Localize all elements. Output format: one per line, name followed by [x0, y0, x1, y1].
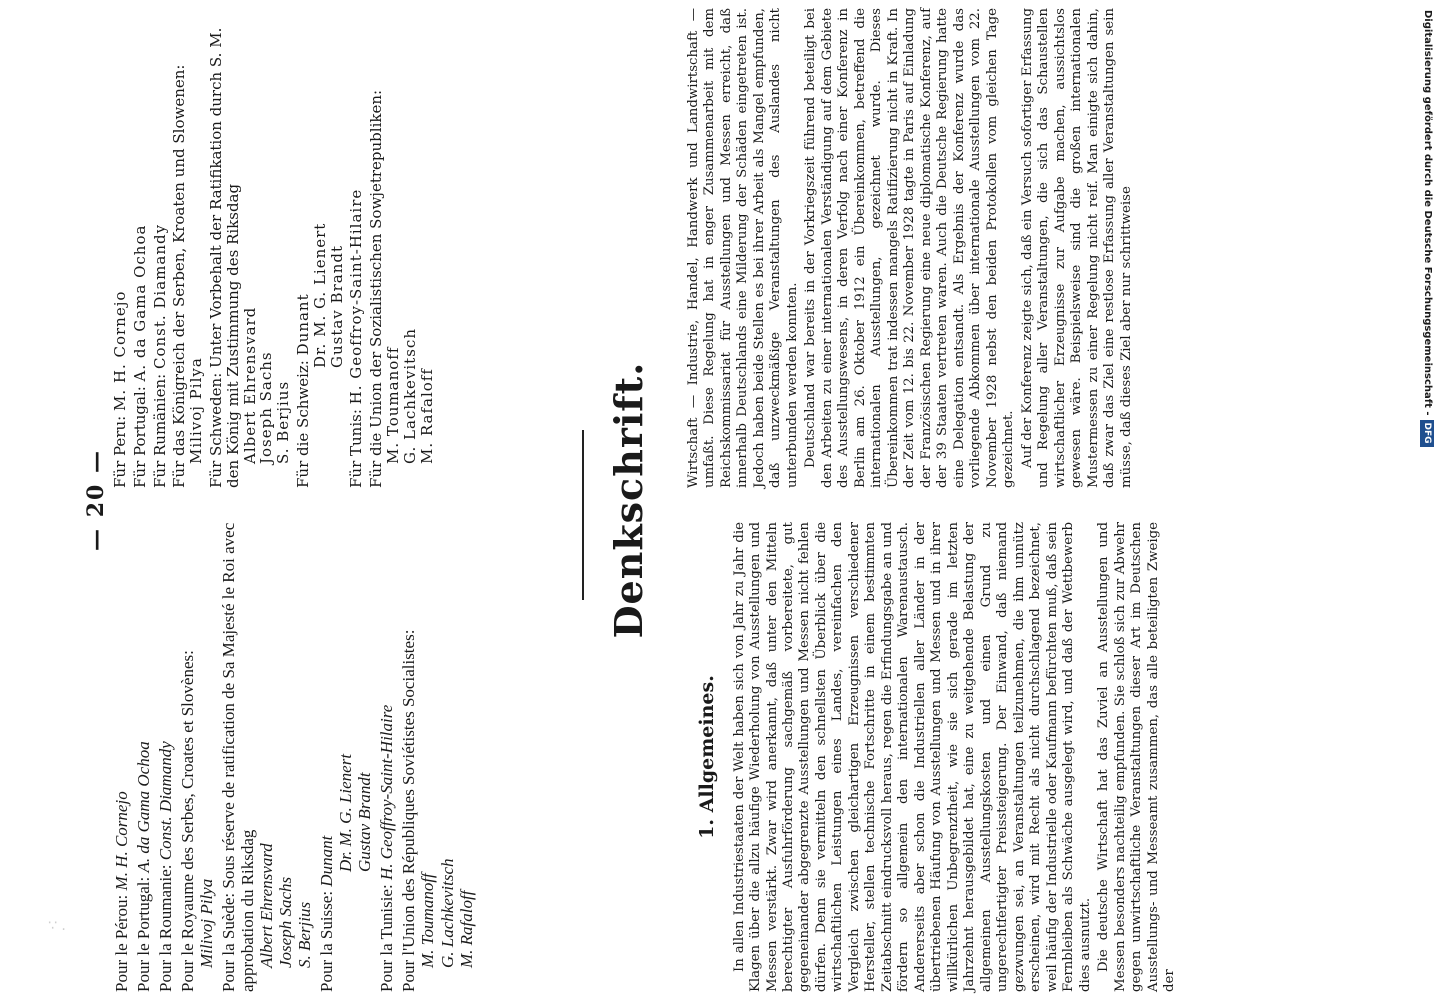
section-divider — [582, 430, 584, 600]
country-label: Für Tunis: — [347, 409, 366, 488]
signatory-name: M. Toumanoff — [418, 873, 438, 968]
country-label: Pour le Pérou: — [112, 894, 131, 992]
signatory-name: S. Berjius — [295, 901, 315, 968]
signature-entry — [134, 522, 153, 992]
signatory-name: Milivoj Pilya — [187, 357, 206, 464]
country-label: Pour l'Union des Républiques Soviétistes Socialistes: — [399, 629, 419, 992]
signatory-name: Albert Ehrensvard — [257, 843, 277, 968]
paragraph: Die deutsche Wirtschaft hat das Zuviel an Ausstellungen und Messen besonders nachteilig empfunden. Sie schloß sich zur Abwehr gegen unwirtschaftliche Veranstaltungen dieser Art im Deutschen Ausstellungs- und Messeamt zusammen, das alle beteiligten Zweige der — [1096, 522, 1178, 992]
signature-entry — [348, 8, 365, 488]
signature-entry — [156, 522, 175, 992]
section-heading: 1. Allgemeines. — [696, 675, 718, 839]
signature-entry — [112, 8, 129, 488]
country-label: Für Portugal: — [130, 386, 149, 488]
signatory-name: A. da Gama Ochoa — [134, 741, 154, 873]
country-label: Für die Schweiz: — [293, 360, 312, 488]
signatory-name: M. Rafaloff — [417, 368, 436, 464]
signatory-name: H. Geoffroy-Saint-Hilaire — [377, 704, 397, 881]
paragraph: In allen Industriestaaten der Welt haben sich von Jahr zu Jahr die Klagen über die allzu häufige Wiederholung von Ausstellungen und Messen verstärkt. Zwar wird anerkannt, daß unter den Mitteln berechtigter Ausfuhrförderung sachgemäß vorbereitete, gut gegeneinander abgegrenzte Ausstellungen und Messen nicht fehlen dürfen. Denn sie vermitteln den schnellsten Überblick über die wirtschaftlichen Leistungen eines Landes, vereinfachen den Vergleich zwischen gleichartigen Erzeugnissen verschiedener Hersteller, stellen technische Fortschritte in einem bestimmten Zeitabschnitt eindrucksvoll heraus, regen die Erfindungsgabe an und fördern so allgemein den internationalen Warenaustausch. Andererseits aber schon die Industriellen aller Länder in der übertriebenen Häufung von Ausstellungen und Messen und in ihrer willkürlichen Unbegrenztheit, wie sie sich gerade im letzten Jahrzehnt herausgebildet hat, eine zu weitgehende Belastung der allgemeinen Ausstellungskosten und einen Grund zu ungerechtfertigter Preissteigerung. Der Einwand, daß niemand gezwungen sei, an Veranstaltungen teilzunehmen, die ihm unnütz erscheinen, wird mit Recht als nicht durchschlagend bezeichnet, weil häufig der Industrielle oder Kaufmann befürchten muß, daß sein Fernbleiben als Schwäche ausgelegt wird, und daß der Wettbewerb dies ausnutzt. — [731, 522, 1093, 992]
signature-entry — [171, 8, 205, 488]
signatory-name: S. Berjius — [274, 380, 293, 464]
signatory-name: Gustav Brandt — [327, 245, 346, 368]
signatory-name: M. H. Cornejo — [112, 791, 131, 891]
signatory-name: Dr. M. G. Lienert — [336, 753, 356, 872]
body-text-left-column — [686, 522, 1181, 992]
signatory-name: Albert Ehrensvard — [240, 306, 259, 464]
country-label: Pour la Suisse: — [317, 890, 337, 992]
signature-entry — [317, 522, 374, 992]
signatory-name: G. Lachkevitsch — [400, 328, 419, 464]
signatory-name: M. Toumanoff — [383, 346, 402, 464]
paragraph: Auf der Konferenz zeigte sich, daß ein Versuch sofortiger Erfassung und Regelung aller Veranstaltungen, die sich das Schaustellen wirtschaftlicher Erzeugnisse zur Aufgabe machen, aussichtslos gewesen wäre. Beispielsweise sind die großen internationalen Mustermessen zu einer Regelung nicht reif. Man einigte sich dahin, daß zwar das Ziel eine restlose Erfassung aller Veranstaltungen sein müsse, daß dieses Ziel aber nur schrittweise — [1019, 8, 1134, 488]
signature-entry — [112, 522, 131, 992]
country-label: Für Peru: — [111, 415, 129, 488]
signature-entry — [377, 522, 396, 992]
signature-entry — [208, 8, 292, 488]
country-label: Pour le Portugal: — [134, 876, 154, 992]
signatory-name: Dunant — [293, 293, 312, 356]
paragraph: Wirtschaft — Industrie, Handel, Handwerk und Landwirtschaft — umfaßt. Diese Regelung hat in enger Zusammenarbeit mit dem Reichskommissariat für Ausstellungen und Messen erreicht, daß innerhalb Deutschlands eine Milderung der Schäden eingetreten ist. Jedoch haben beide Stellen es bei ihrer Arbeit als Mangel empfunden, daß unzweckmäßige Veranstaltungen des Auslandes nicht unterbunden werden konnten. — [686, 8, 800, 488]
signature-entry — [152, 8, 169, 488]
signatory-name: Dunant — [317, 835, 337, 887]
digitization-note-text: Digitalisierung gefördert durch die Deutsche Forschungsgemeinschaft - — [1422, 10, 1433, 416]
country-label: Für die Union der Sozialistischen Sowjetrepubliken: — [367, 89, 386, 488]
paragraph: Deutschland war bereits in der Vorkriegszeit führend beteiligt bei den Arbeiten zu einer internationalen Verständigung auf dem Gebiete des Ausstellungswesens, in deren Verfolg nach einer Konferenz in Berlin am 26. Oktober 1912 ein Übereinkommen, betreffend die internationalen Ausstellungen, gezeichnet wurde. Dieses Übereinkommen trat indessen mangels Ratifizierung nicht in Kraft. In der Zeit vom 12. bis 22. November 1928 tagte in Paris auf Einladung der Französischen Regierung eine neue diplomatische Konferenz, auf der 39 Staaten vertreten waren. Auch die Deutsche Regierung hatte eine Delegation entsandt. Als Ergebnis der Konferenz wurde das vorliegende Abkommen über internationale Ausstellungen vom 22. November 1928 nebst den beiden Protokollen vom gleichen Tage gezeichnet. — [803, 8, 1017, 488]
signature-entry — [399, 522, 475, 992]
country-label: Pour le Royaume des Serbes, Croates et Slovènes: — [178, 650, 198, 992]
signature-entry — [219, 522, 314, 992]
body-text-right-column — [686, 8, 1137, 488]
scan-smudge: ∵ . — [48, 918, 66, 934]
signatory-name: Const. Diamandy — [150, 223, 169, 370]
signatory-name: Const. Diamandy — [156, 741, 176, 861]
signatory-name: Gustav Brandt — [355, 772, 375, 872]
signatory-name: M. Rafaloff — [456, 890, 476, 968]
dfg-logo: DFG — [1420, 420, 1434, 447]
french-signature-column — [112, 522, 479, 992]
ratification-reservation: Unter Vorbehalt der Ratifikation durch S. M. den König mit Zustimmung des Riksdag — [206, 27, 242, 488]
signature-entry — [368, 8, 435, 488]
country-label: Pour la Roumanie: — [156, 864, 176, 992]
signatory-name: Dr. M. G. Lienert — [310, 222, 329, 368]
country-label: Pour la Suède: — [219, 892, 239, 992]
document-heading: Denkschrift. — [606, 361, 651, 639]
country-label: Für Schweden: — [206, 372, 225, 488]
digitization-note — [1420, 10, 1434, 990]
ratification-reservation: Sous réserve de ratification de Sa Majesté le Roi avec approbation du Riksdag — [219, 522, 258, 992]
signatory-name: Joseph Sachs — [257, 351, 276, 464]
german-signature-column — [112, 8, 438, 488]
country-label: Für Rumänien: — [150, 373, 169, 488]
signatory-name: Milivoj Pilya — [197, 878, 217, 968]
signatory-name: Joseph Sachs — [276, 876, 296, 968]
country-label: Für das Königreich der Serben, Kroaten und Slowenen: — [170, 64, 189, 488]
page-number: — 20 — — [83, 449, 109, 551]
signatory-name: H. Geoffroy-Saint-Hilaire — [347, 188, 366, 405]
signatory-name: A. da Gama Ochoa — [130, 224, 149, 382]
signatory-name: G. Lachkevitsch — [437, 858, 457, 968]
signature-entry — [295, 8, 345, 488]
signature-entry — [132, 8, 149, 488]
country-label: Pour la Tunisie: — [377, 884, 397, 992]
signatory-name: M. H. Cornejo — [111, 290, 129, 412]
signature-entry — [178, 522, 216, 992]
